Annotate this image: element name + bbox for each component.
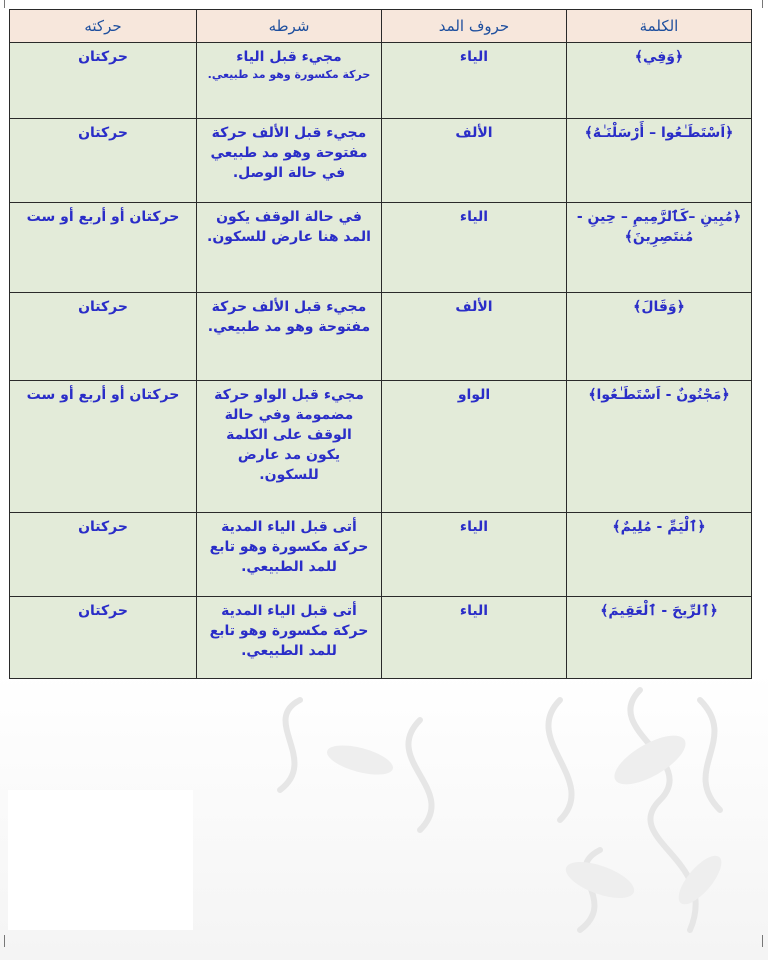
condition-main: مجيء قبل الياء [236, 49, 342, 65]
crop-mark-bottom-left [4, 935, 5, 947]
motion-cell: حركتان أو أربع أو ست [10, 203, 197, 293]
header-condition: شرطه [197, 10, 382, 43]
table-row [10, 381, 752, 513]
madd-table [9, 9, 752, 679]
word-cell: ﴿مُبِينِ –كَٱلرَّمِيمِ – حِينِ - مُنتَصِرِينَ﴾ [567, 203, 752, 293]
condition-cell: مجيء قبل الواو حركة مضمومة وفي حالة الوقف على الكلمة يكون مد عارض للسكون. [197, 381, 382, 513]
condition-cell: أتى قبل الياء المدية حركة مكسورة وهو تابع للمد الطبيعي. [197, 513, 382, 597]
word-cell: ﴿اَسْتَطَـٰعُوا – أَرْسَلْنَـٰهُ﴾ [567, 119, 752, 203]
header-letters: حروف المد [382, 10, 567, 43]
letter-cell: الياء [382, 513, 567, 597]
table-row [10, 293, 752, 381]
table-row [10, 119, 752, 203]
condition-cell: أتى قبل الياء المدية حركة مكسورة وهو تابع للمد الطبيعي. [197, 597, 382, 679]
condition-cell: مجيء قبل الألف حركة مفتوحة وهو مد طبيعي. [197, 293, 382, 381]
condition-small: حركة مكسورة وهو مد طبيعي. [207, 68, 371, 81]
condition-cell: مجيء قبل الألف حركة مفتوحة وهو مد طبيعي في حالة الوصل. [197, 119, 382, 203]
table-row [10, 597, 752, 679]
letter-cell: الياء [382, 597, 567, 679]
header-motion: حركته [10, 10, 197, 43]
letter-cell: الياء [382, 43, 567, 119]
table-row [10, 513, 752, 597]
letter-cell: الألف [382, 293, 567, 381]
word-cell: ﴿ٱلرِّيحَ - ٱلْعَقِيمَ﴾ [567, 597, 752, 679]
header-word: الكلمة [567, 10, 752, 43]
motion-cell: حركتان [10, 119, 197, 203]
condition-cell [197, 43, 382, 119]
word-cell: ﴿وَفِي﴾ [567, 43, 752, 119]
motion-cell: حركتان [10, 597, 197, 679]
letter-cell: الياء [382, 203, 567, 293]
word-cell: ﴿وَقَالَ﴾ [567, 293, 752, 381]
condition-cell: في حالة الوقف يكون المد هنا عارض للسكون. [197, 203, 382, 293]
blank-area [8, 790, 193, 930]
motion-cell: حركتان [10, 43, 197, 119]
crop-mark-top-left [4, 0, 5, 8]
table-row [10, 43, 752, 119]
motion-cell: حركتان أو أربع أو ست [10, 381, 197, 513]
crop-mark-top-right [762, 0, 763, 8]
motion-cell: حركتان [10, 293, 197, 381]
header-row [10, 10, 752, 43]
letter-cell: الواو [382, 381, 567, 513]
table-row [10, 203, 752, 293]
motion-cell: حركتان [10, 513, 197, 597]
word-cell: ﴿ٱلْيَمِّ - مُلِيمٌ﴾ [567, 513, 752, 597]
word-cell: ﴿مَجْنُونٌ - اَسْتَطَـٰعُوا﴾ [567, 381, 752, 513]
letter-cell: الألف [382, 119, 567, 203]
crop-mark-bottom-right [762, 935, 763, 947]
